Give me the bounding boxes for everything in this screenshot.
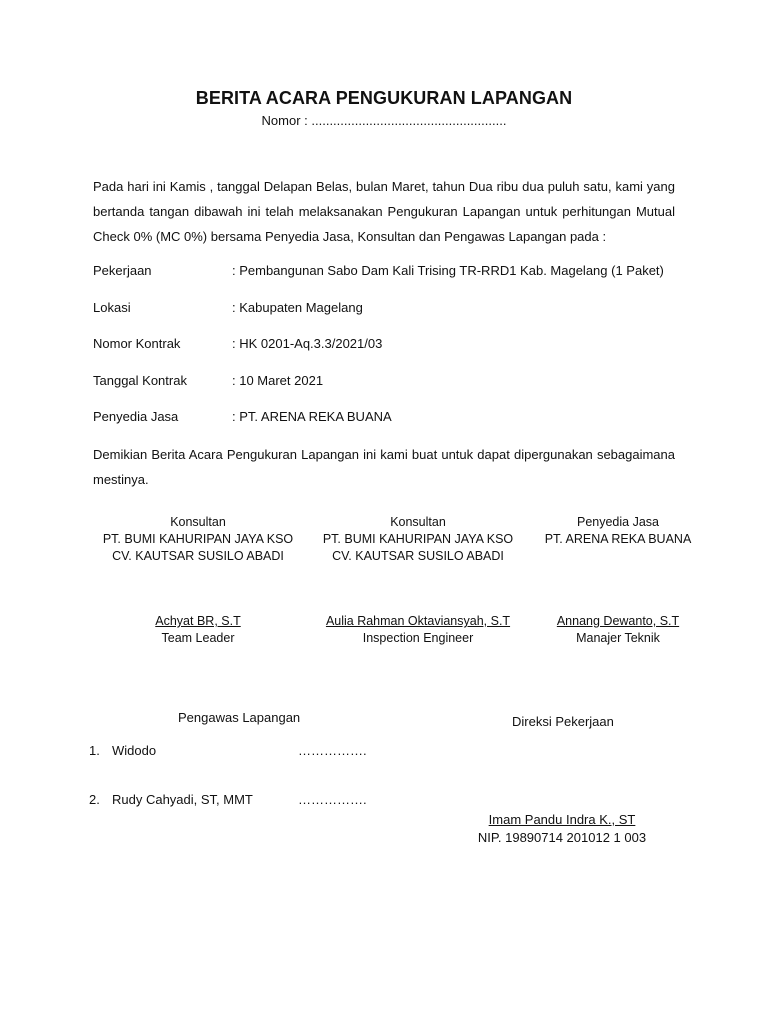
detail-value-lokasi: : Kabupaten Magelang xyxy=(232,300,363,315)
pengawas-item-1-number: 1. xyxy=(89,743,100,758)
signatory-position: Manajer Teknik xyxy=(576,631,660,645)
document-title: BERITA ACARA PENGUKURAN LAPANGAN xyxy=(195,88,573,108)
signatory-position: Team Leader xyxy=(161,631,235,645)
signatory-konsultan-2-name-block xyxy=(318,613,518,647)
signatory-name: Aulia Rahman Oktaviansyah, S.T xyxy=(325,614,511,628)
signatory-name: Achyat BR, S.T xyxy=(155,614,241,628)
intro-paragraph: Pada hari ini Kamis , tanggal Delapan Belas, bulan Maret, tahun Dua ribu dua puluh satu, kami yang bertanda tangan dibawah ini telah melaksanakan Pengukuran Lapangan untuk perhitungan Mutual Check 0% (MC 0%) bersama Penyedia Jasa, Konsultan dan Pengawas Lapangan pada : xyxy=(93,179,675,244)
signatory-org1: PT. BUMI KAHURIPAN JAYA KSO xyxy=(322,532,514,546)
detail-value-nomor-kontrak: : HK 0201-Aq.3.3/2021/03 xyxy=(232,336,383,351)
signatory-konsultan-1-name-block xyxy=(98,613,298,647)
detail-value-penyedia-jasa: : PT. ARENA REKA BUANA xyxy=(232,409,392,424)
signatory-org2: CV. KAUTSAR SUSILO ABADI xyxy=(332,549,504,563)
closing-paragraph: Demikian Berita Acara Pengukuran Lapangan ini kami buat untuk dapat dipergunakan sebagaimana mestinya. xyxy=(93,447,675,487)
signatory-role: Penyedia Jasa xyxy=(576,515,659,529)
pengawas-item-2-name: Rudy Cahyadi, ST, MMT xyxy=(112,792,253,807)
pengawas-item-2-number: 2. xyxy=(89,792,100,807)
detail-label-nomor-kontrak: Nomor Kontrak xyxy=(93,336,181,351)
detail-value-pekerjaan: : Pembangunan Sabo Dam Kali Trising TR-RRD1 Kab. Magelang (1 Paket) xyxy=(232,263,664,278)
detail-value-tanggal-kontrak: : 10 Maret 2021 xyxy=(232,373,324,388)
signatory-role: Konsultan xyxy=(390,515,446,529)
detail-label-tanggal-kontrak: Tanggal Kontrak xyxy=(93,373,187,388)
direksi-signature-block xyxy=(462,811,662,847)
detail-label-pekerjaan: Pekerjaan xyxy=(93,263,152,278)
signatory-penyedia-jasa-name-block xyxy=(528,613,708,647)
signatory-org1: PT. BUMI KAHURIPAN JAYA KSO xyxy=(102,532,294,546)
pengawas-item-1-signature-line: ……………. xyxy=(298,743,367,758)
signatory-role: Konsultan xyxy=(170,515,226,529)
pengawas-item-1-name: Widodo xyxy=(112,743,157,758)
direksi-name: Imam Pandu Indra K., ST xyxy=(488,812,636,827)
signatory-konsultan-1 xyxy=(98,514,298,565)
signatory-org2: CV. KAUTSAR SUSILO ABADI xyxy=(112,549,284,563)
direksi-heading: Direksi Pekerjaan xyxy=(512,714,614,729)
signatory-org1: PT. ARENA REKA BUANA xyxy=(544,532,692,546)
pengawas-item-2-signature-line: ……………. xyxy=(298,792,367,807)
signatory-name: Annang Dewanto, S.T xyxy=(556,614,680,628)
signatory-penyedia-jasa xyxy=(528,514,708,548)
detail-label-lokasi: Lokasi xyxy=(93,300,131,315)
pengawas-heading: Pengawas Lapangan xyxy=(178,710,301,725)
direksi-nip: NIP. 19890714 201012 1 003 xyxy=(477,830,647,845)
document-number: Nomor : ...................................................... xyxy=(261,113,507,128)
signatory-position: Inspection Engineer xyxy=(362,631,474,645)
detail-label-penyedia-jasa: Penyedia Jasa xyxy=(93,409,179,424)
signatory-konsultan-2 xyxy=(318,514,518,565)
